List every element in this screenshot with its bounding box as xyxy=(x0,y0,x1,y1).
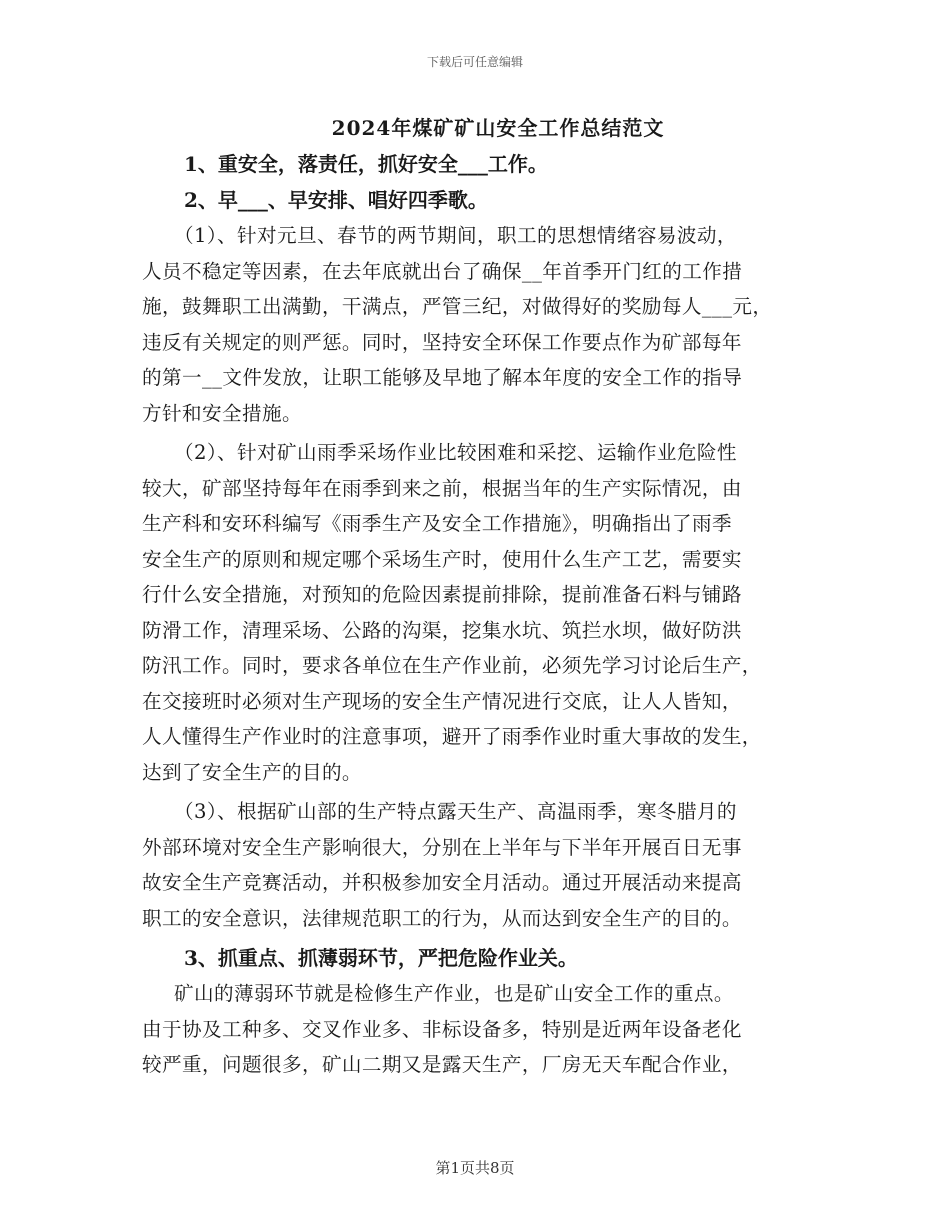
paragraph-line: 外部环境对安全生产影响很大，分别在上半年与下半年开展百日无事 xyxy=(142,835,742,859)
paragraph-1 xyxy=(142,218,814,431)
paragraph-line: 较严重，问题很多，矿山二期又是露天生产，厂房无天车配合作业， xyxy=(142,1053,742,1076)
paragraph-line: 施，鼓舞职工出满勤，干满点，严管三纪，对做得好的奖励每人___元， xyxy=(142,295,773,318)
paragraph-line: 人人懂得生产作业时的注意事项，避开了雨季作业时重大事故的发生， xyxy=(142,725,762,748)
paragraph-line: 生产科和安环科编写《雨季生产及安全工作措施》，明确指出了雨季 xyxy=(142,512,733,535)
paragraph-line: 职工的安全意识，法律规范职工的行为，从而达到安全生产的目的。 xyxy=(142,906,742,930)
paragraph-line: 较大，矿部坚持每年在雨季到来之前，根据当年的生产实际情况，由 xyxy=(142,476,742,500)
section-heading-3: 3、抓重点、抓薄弱环节，严把危险作业关。 xyxy=(184,946,578,970)
paragraph-line: 防滑工作，清理采场、公路的沟渠，挖集水坑、筑拦水坝，做好防洪 xyxy=(142,618,742,642)
paragraph-line: 故安全生产竞赛活动，并积极参加安全月活动。通过开展活动来提高 xyxy=(142,871,742,894)
document-body xyxy=(142,110,814,1087)
paragraph-line: 达到了安全生产的目的。 xyxy=(142,760,362,784)
paragraph-2 xyxy=(142,435,814,790)
document-title: 2024年煤矿矿山安全工作总结范文 xyxy=(331,116,665,140)
section-heading-2: 2、早___、早安排、唱好四季歌。 xyxy=(184,188,488,212)
paragraph-line: 行什么安全措施，对预知的危险因素提前排除，提前准备石料与铺路 xyxy=(142,583,742,606)
paragraph-line: 安全生产的原则和规定哪个采场生产时，使用什么生产工艺，需要实 xyxy=(142,547,742,571)
paragraph-line: 矿山的薄弱环节就是检修生产作业，也是矿山安全工作的重点。 xyxy=(174,982,734,1005)
paragraph-line: 在交接班时必须对生产现场的安全生产情况进行交底，让人人皆知， xyxy=(142,689,742,713)
paragraph-line: （2）、针对矿山雨季采场作业比较困难和采挖、运输作业危险性 xyxy=(174,441,737,464)
page-number: 第1页共8页 xyxy=(435,1159,515,1177)
paragraph-line: 违反有关规定的则严惩。同时，坚持安全环保工作要点作为矿部每年 xyxy=(142,330,742,354)
paragraph-4 xyxy=(142,976,814,1083)
paragraph-line: 人员不稳定等因素，在去年底就出台了确保__年首季开门红的工作措 xyxy=(142,259,743,283)
paragraph-line: 方针和安全措施。 xyxy=(142,401,302,425)
paragraph-line: （1）、针对元旦、春节的两节期间，职工的思想情绪容易波动， xyxy=(174,224,737,247)
header-note: 下载后可任意编辑 xyxy=(426,55,523,69)
paragraph-3 xyxy=(142,794,814,936)
paragraph-line: 的第一__文件发放，让职工能够及早地了解本年度的安全工作的指导 xyxy=(142,366,743,389)
paragraph-line: 由于协及工种多、交叉作业多、非标设备多，特别是近两年设备老化 xyxy=(142,1017,742,1041)
section-heading-1: 1、重安全，落责任，抓好安全___工作。 xyxy=(184,152,548,176)
paragraph-line: 防汛工作。同时，要求各单位在生产作业前，必须先学习讨论后生产， xyxy=(142,654,762,677)
paragraph-line: （3）、根据矿山部的生产特点露天生产、高温雨季，寒冬腊月的 xyxy=(174,800,737,823)
